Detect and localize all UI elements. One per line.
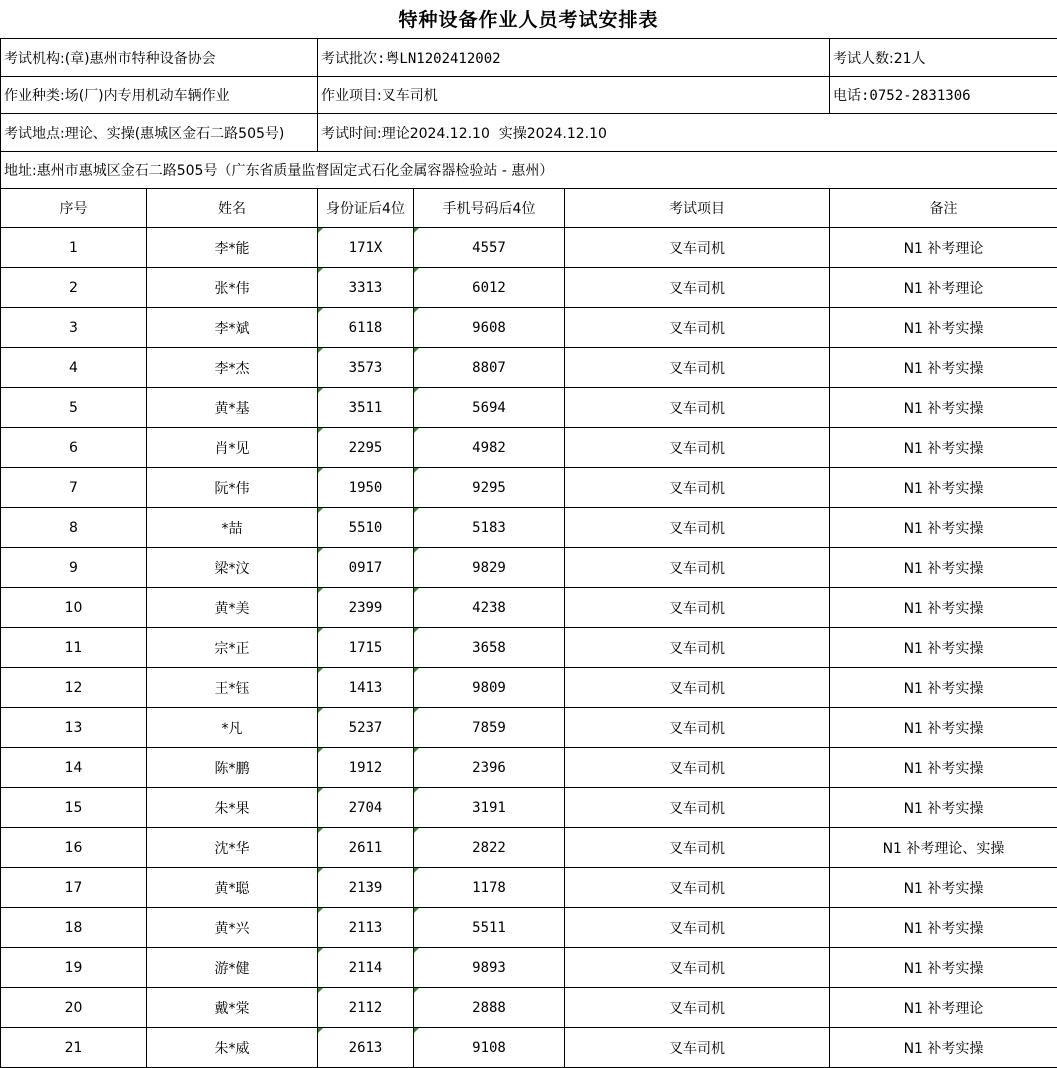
work-item: 作业项目:叉车司机 <box>318 77 830 114</box>
id-last4-cell: 2613 <box>318 1028 414 1068</box>
phone-last4-cell: 1178 <box>414 868 565 908</box>
candidate-table <box>0 188 1057 1068</box>
name-cell: 梁*汶 <box>147 548 318 588</box>
table-row <box>1 908 1057 948</box>
exam-project-cell: 叉车司机 <box>565 228 830 268</box>
phone-last4-cell: 4238 <box>414 588 565 628</box>
serial-cell: 12 <box>1 668 147 708</box>
serial-cell: 18 <box>1 908 147 948</box>
exam-location: 考试地点:理论、实操(惠城区金石二路505号) <box>1 114 318 152</box>
table-row <box>1 948 1057 988</box>
header-remarks: 备注 <box>830 189 1057 228</box>
remarks-cell: N1 补考实操 <box>830 348 1057 388</box>
name-cell: 黄*兴 <box>147 908 318 948</box>
remarks-cell: N1 补考理论 <box>830 228 1057 268</box>
exam-project-cell: 叉车司机 <box>565 708 830 748</box>
serial-cell: 19 <box>1 948 147 988</box>
serial-cell: 14 <box>1 748 147 788</box>
header-serial: 序号 <box>1 189 147 228</box>
id-last4-cell: 2114 <box>318 948 414 988</box>
id-last4-cell: 171X <box>318 228 414 268</box>
remarks-cell: N1 补考实操 <box>830 308 1057 348</box>
table-row <box>1 548 1057 588</box>
phone-last4-cell: 3191 <box>414 788 565 828</box>
serial-cell: 11 <box>1 628 147 668</box>
id-last4-cell: 2139 <box>318 868 414 908</box>
header-exam-project: 考试项目 <box>565 189 830 228</box>
name-cell: 肖*见 <box>147 428 318 468</box>
id-last4-cell: 2704 <box>318 788 414 828</box>
remarks-cell: N1 补考实操 <box>830 948 1057 988</box>
exam-organization: 考试机构:(章)惠州市特种设备协会 <box>1 39 318 77</box>
name-cell: 戴*棠 <box>147 988 318 1028</box>
id-last4-cell: 3573 <box>318 348 414 388</box>
exam-project-cell: 叉车司机 <box>565 268 830 308</box>
serial-cell: 10 <box>1 588 147 628</box>
exam-project-cell: 叉车司机 <box>565 748 830 788</box>
id-last4-cell: 5237 <box>318 708 414 748</box>
exam-project-cell: 叉车司机 <box>565 1028 830 1068</box>
id-last4-cell: 0917 <box>318 548 414 588</box>
header-phone-last4: 手机号码后4位 <box>414 189 565 228</box>
id-last4-cell: 2611 <box>318 828 414 868</box>
id-last4-cell: 2399 <box>318 588 414 628</box>
serial-cell: 1 <box>1 228 147 268</box>
remarks-cell: N1 补考实操 <box>830 628 1057 668</box>
table-row <box>1 348 1057 388</box>
serial-cell: 6 <box>1 428 147 468</box>
table-row <box>1 988 1057 1028</box>
table-row <box>1 788 1057 828</box>
id-last4-cell: 2112 <box>318 988 414 1028</box>
name-cell: 李*能 <box>147 228 318 268</box>
name-cell: 张*伟 <box>147 268 318 308</box>
phone-last4-cell: 2888 <box>414 988 565 1028</box>
id-last4-cell: 1950 <box>318 468 414 508</box>
sheet-title: 特种设备作业人员考试安排表 <box>0 0 1057 38</box>
phone-last4-cell: 5511 <box>414 908 565 948</box>
exam-project-cell: 叉车司机 <box>565 468 830 508</box>
phone-last4-cell: 5694 <box>414 388 565 428</box>
serial-cell: 3 <box>1 308 147 348</box>
id-last4-cell: 1413 <box>318 668 414 708</box>
table-row <box>1 1028 1057 1068</box>
exam-address: 地址:惠州市惠城区金石二路505号（广东省质量监督固定式石化金属容器检验站 - 惠州） <box>1 152 1057 189</box>
id-last4-cell: 2113 <box>318 908 414 948</box>
table-row <box>1 748 1057 788</box>
table-row <box>1 268 1057 308</box>
remarks-cell: N1 补考实操 <box>830 668 1057 708</box>
serial-cell: 9 <box>1 548 147 588</box>
table-row <box>1 868 1057 908</box>
exam-project-cell: 叉车司机 <box>565 308 830 348</box>
remarks-cell: N1 补考实操 <box>830 508 1057 548</box>
exam-time: 考试时间:理论2024.12.10 实操2024.12.10 <box>318 114 830 152</box>
info-row <box>1 77 1057 114</box>
serial-cell: 8 <box>1 508 147 548</box>
serial-cell: 13 <box>1 708 147 748</box>
phone-last4-cell: 9295 <box>414 468 565 508</box>
phone-last4-cell: 9108 <box>414 1028 565 1068</box>
remarks-cell: N1 补考实操 <box>830 388 1057 428</box>
exam-project-cell: 叉车司机 <box>565 428 830 468</box>
name-cell: *喆 <box>147 508 318 548</box>
exam-project-cell: 叉车司机 <box>565 668 830 708</box>
phone-last4-cell: 2396 <box>414 748 565 788</box>
serial-cell: 2 <box>1 268 147 308</box>
name-cell: 黄*美 <box>147 588 318 628</box>
table-row <box>1 228 1057 268</box>
remarks-cell: N1 补考理论、实操 <box>830 828 1057 868</box>
name-cell: 陈*鹏 <box>147 748 318 788</box>
phone-last4-cell: 3658 <box>414 628 565 668</box>
table-row <box>1 708 1057 748</box>
name-cell: 李*斌 <box>147 308 318 348</box>
header-id-last4: 身份证后4位 <box>318 189 414 228</box>
table-header-row <box>1 189 1057 228</box>
serial-cell: 5 <box>1 388 147 428</box>
name-cell: 李*杰 <box>147 348 318 388</box>
empty-cell <box>830 114 1057 152</box>
name-cell: 游*健 <box>147 948 318 988</box>
remarks-cell: N1 补考实操 <box>830 1028 1057 1068</box>
phone-last4-cell: 6012 <box>414 268 565 308</box>
remarks-cell: N1 补考实操 <box>830 588 1057 628</box>
phone-last4-cell: 7859 <box>414 708 565 748</box>
id-last4-cell: 1715 <box>318 628 414 668</box>
phone-last4-cell: 4557 <box>414 228 565 268</box>
name-cell: 阮*伟 <box>147 468 318 508</box>
table-row <box>1 428 1057 468</box>
phone-last4-cell: 9829 <box>414 548 565 588</box>
header-name: 姓名 <box>147 189 318 228</box>
exam-info-table <box>0 38 1057 189</box>
id-last4-cell: 2295 <box>318 428 414 468</box>
phone-last4-cell: 2822 <box>414 828 565 868</box>
name-cell: 王*钰 <box>147 668 318 708</box>
exam-project-cell: 叉车司机 <box>565 508 830 548</box>
remarks-cell: N1 补考实操 <box>830 468 1057 508</box>
serial-cell: 4 <box>1 348 147 388</box>
phone-last4-cell: 9893 <box>414 948 565 988</box>
exam-project-cell: 叉车司机 <box>565 388 830 428</box>
exam-project-cell: 叉车司机 <box>565 548 830 588</box>
remarks-cell: N1 补考理论 <box>830 988 1057 1028</box>
remarks-cell: N1 补考实操 <box>830 868 1057 908</box>
phone-last4-cell: 8807 <box>414 348 565 388</box>
exam-project-cell: 叉车司机 <box>565 788 830 828</box>
table-row <box>1 388 1057 428</box>
phone-last4-cell: 9608 <box>414 308 565 348</box>
name-cell: *凡 <box>147 708 318 748</box>
exam-batch: 考试批次:粤LN1202412002 <box>318 39 830 77</box>
exam-project-cell: 叉车司机 <box>565 828 830 868</box>
name-cell: 黄*基 <box>147 388 318 428</box>
exam-project-cell: 叉车司机 <box>565 868 830 908</box>
table-row <box>1 668 1057 708</box>
table-row <box>1 828 1057 868</box>
id-last4-cell: 5510 <box>318 508 414 548</box>
remarks-cell: N1 补考实操 <box>830 788 1057 828</box>
table-row <box>1 308 1057 348</box>
exam-project-cell: 叉车司机 <box>565 628 830 668</box>
id-last4-cell: 3313 <box>318 268 414 308</box>
phone-last4-cell: 9809 <box>414 668 565 708</box>
exam-count: 考试人数:21人 <box>830 39 1057 77</box>
id-last4-cell: 1912 <box>318 748 414 788</box>
remarks-cell: N1 补考实操 <box>830 428 1057 468</box>
phone-last4-cell: 5183 <box>414 508 565 548</box>
table-row <box>1 588 1057 628</box>
exam-project-cell: 叉车司机 <box>565 348 830 388</box>
table-row <box>1 628 1057 668</box>
serial-cell: 21 <box>1 1028 147 1068</box>
table-row <box>1 468 1057 508</box>
table-row <box>1 508 1057 548</box>
serial-cell: 16 <box>1 828 147 868</box>
name-cell: 沈*华 <box>147 828 318 868</box>
work-category: 作业种类:场(厂)内专用机动车辆作业 <box>1 77 318 114</box>
contact-phone: 电话:0752-2831306 <box>830 77 1057 114</box>
name-cell: 朱*果 <box>147 788 318 828</box>
exam-project-cell: 叉车司机 <box>565 988 830 1028</box>
serial-cell: 7 <box>1 468 147 508</box>
name-cell: 黄*聪 <box>147 868 318 908</box>
info-row <box>1 152 1057 189</box>
remarks-cell: N1 补考实操 <box>830 748 1057 788</box>
remarks-cell: N1 补考理论 <box>830 268 1057 308</box>
serial-cell: 20 <box>1 988 147 1028</box>
serial-cell: 15 <box>1 788 147 828</box>
exam-project-cell: 叉车司机 <box>565 908 830 948</box>
remarks-cell: N1 补考实操 <box>830 548 1057 588</box>
info-row <box>1 114 1057 152</box>
remarks-cell: N1 补考实操 <box>830 708 1057 748</box>
name-cell: 朱*威 <box>147 1028 318 1068</box>
phone-last4-cell: 4982 <box>414 428 565 468</box>
exam-project-cell: 叉车司机 <box>565 948 830 988</box>
id-last4-cell: 6118 <box>318 308 414 348</box>
serial-cell: 17 <box>1 868 147 908</box>
exam-project-cell: 叉车司机 <box>565 588 830 628</box>
info-row <box>1 39 1057 77</box>
remarks-cell: N1 补考实操 <box>830 908 1057 948</box>
id-last4-cell: 3511 <box>318 388 414 428</box>
name-cell: 宗*正 <box>147 628 318 668</box>
